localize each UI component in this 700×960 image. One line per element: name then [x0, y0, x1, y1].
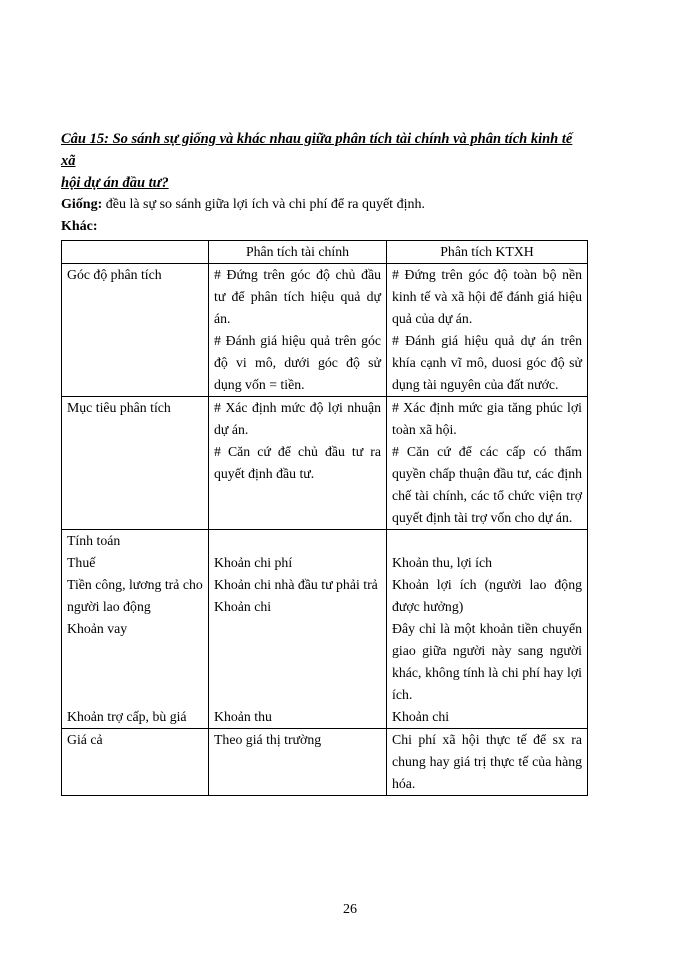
page-number: 26 [343, 902, 357, 917]
objective-financial-point-1: # Xác định mức độ lợi nhuận dự án. [214, 400, 381, 437]
document-body [61, 128, 587, 796]
table-row [62, 264, 588, 397]
calc-loan-socioeconomic: Đây chỉ là một khoản tiền chuyển giao giữa người này sang người khác, không tính là chi phí hay lợi ích. [392, 621, 582, 702]
calc-subsidy-financial: Khoản thu [214, 709, 272, 724]
calc-tax-label: Thuế [67, 555, 96, 570]
row-label-objective: Mục tiêu phân tích [62, 397, 209, 530]
question-title-line-2: hội dự án đầu tư? [61, 175, 169, 191]
price-financial: Theo giá thị trường [209, 729, 387, 796]
similarity-paragraph [61, 194, 587, 216]
header-socioeconomic-analysis: Phân tích KTXH [387, 241, 588, 264]
calculation-financial [209, 530, 387, 729]
perspective-socioeconomic [387, 264, 588, 397]
calc-wage-label: Tiền công, lương trả cho người lao động [67, 577, 203, 614]
objective-socioeconomic [387, 397, 588, 530]
calc-subsidy-label: Khoản trợ cấp, bù giá [67, 709, 187, 724]
calc-wage-socioeconomic: Khoản lợi ích (người lao động được hưởng) [392, 577, 582, 614]
calc-tax-financial: Khoản chi phí [214, 555, 293, 570]
similarity-text: đều là sự so sánh giữa lợi ích và chi phí để ra quyết định. [102, 197, 425, 212]
calc-tax-socioeconomic: Khoản thu, lợi ích [392, 555, 493, 570]
objective-financial [209, 397, 387, 530]
calculation-socioeconomic [387, 530, 588, 729]
table-header-row [62, 241, 588, 264]
perspective-financial [209, 264, 387, 397]
perspective-financial-point-2: # Đánh giá hiệu quả trên góc độ vi mô, dưới góc độ sử dụng vốn = tiền. [214, 333, 381, 392]
calculation-heading: Tính toán [67, 533, 121, 548]
difference-label: Khác: [61, 219, 98, 234]
perspective-socioeconomic-point-2: # Đánh giá hiệu quả dự án trên khía cạnh vĩ mô, duosi góc độ sử dụng tài nguyên của đất nước. [392, 333, 582, 392]
question-title [61, 128, 587, 194]
row-label-perspective: Góc độ phân tích [62, 264, 209, 397]
row-label-calculation [62, 530, 209, 729]
header-financial-analysis: Phân tích tài chính [209, 241, 387, 264]
price-socioeconomic: Chi phí xã hội thực tế để sx ra chung hay giá trị thực tế của hàng hóa. [387, 729, 588, 796]
question-title-line-1: Câu 15: So sánh sự giống và khác nhau giữa phân tích tài chính và phân tích kinh tế xã [61, 131, 573, 169]
calc-subsidy-socioeconomic: Khoản chi [392, 709, 450, 724]
header-blank [62, 241, 209, 264]
perspective-financial-point-1: # Đứng trên góc độ chủ đầu tư để phân tích hiệu quả dự án. [214, 267, 381, 326]
calc-loan-financial: Khoản chi [214, 599, 272, 614]
perspective-socioeconomic-point-1: # Đứng trên góc độ toàn bộ nền kinh tế và xã hội để đánh giá hiệu quả của dự án. [392, 267, 582, 326]
comparison-table [61, 240, 588, 796]
objective-socioeconomic-point-2: # Căn cứ để các cấp có thẩm quyền chấp thuận đầu tư, các định chế tài chính, các tổ chức viện trợ quyết định tài trợ vốn cho dự án. [392, 444, 582, 525]
objective-socioeconomic-point-1: # Xác định mức gia tăng phúc lợi toàn xã hội. [392, 400, 582, 437]
table-row [62, 729, 588, 796]
table-row [62, 530, 588, 729]
calc-wage-financial: Khoản chi nhà đầu tư phải trả [214, 577, 378, 592]
table-row [62, 397, 588, 530]
objective-financial-point-2: # Căn cứ để chủ đầu tư ra quyết định đầu tư. [214, 444, 381, 481]
calc-loan-label: Khoản vay [67, 621, 128, 636]
row-label-price: Giá cả [62, 729, 209, 796]
similarity-label: Giống: [61, 197, 103, 212]
